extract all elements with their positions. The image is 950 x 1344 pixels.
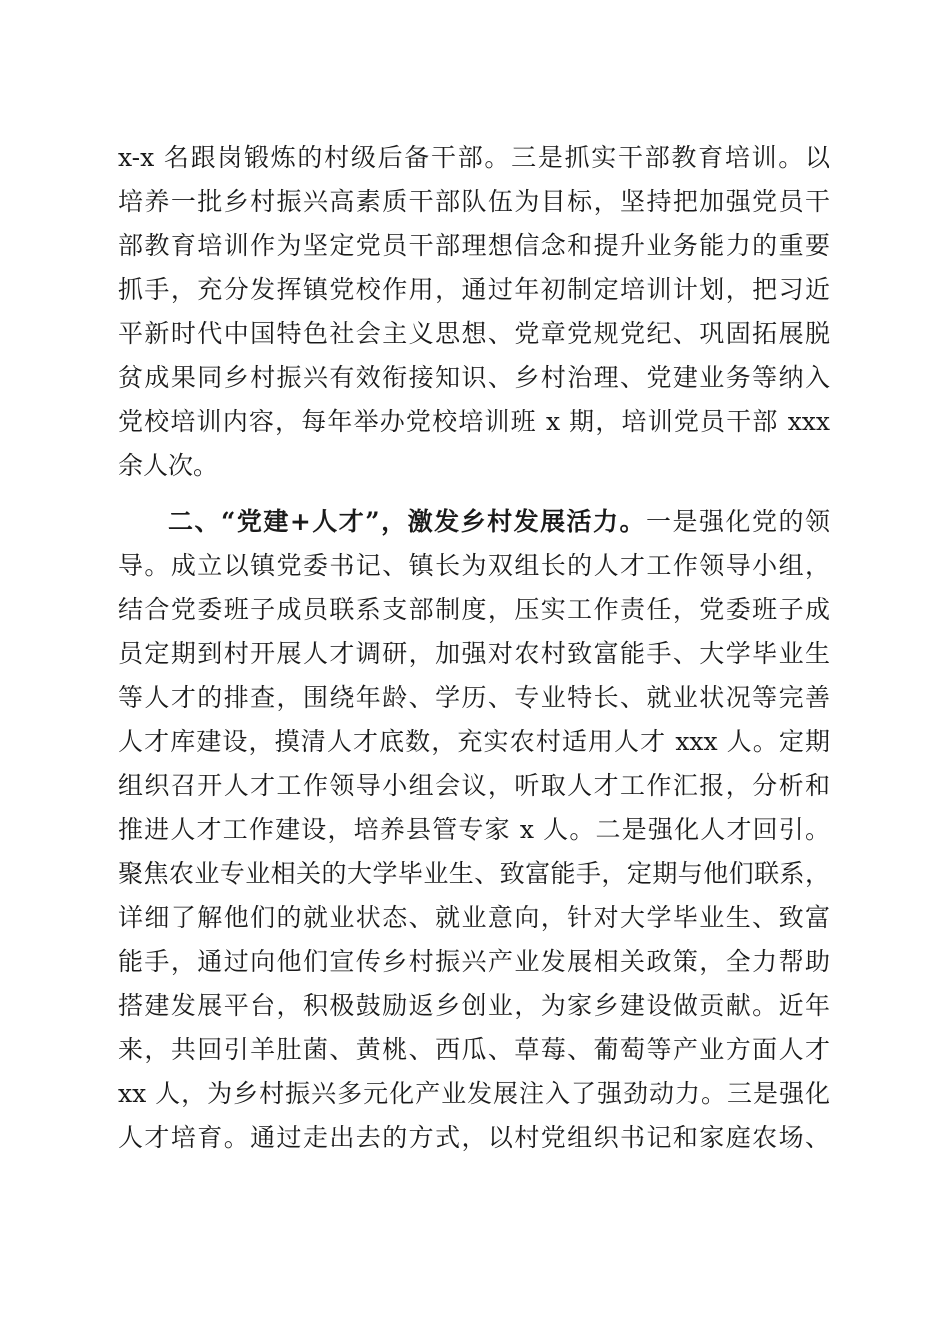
paragraph-2-line-15: 人才培育。通过走出去的方式，以村党组织书记和家庭农场、 xyxy=(118,1123,830,1152)
paragraph-2-line-4: 员定期到村开展人才调研，加强对农村致富能手、大学毕业生 xyxy=(118,639,830,668)
paragraph-2-line-10: 详细了解他们的就业状态、就业意向，针对大学毕业生、致富 xyxy=(118,903,830,932)
paragraph-2-line-8: 推进人才工作建设，培养县管专家 x 人。二是强化人才回引。 xyxy=(118,815,830,844)
paragraph-1-line-1: x-x 名跟岗锻炼的村级后备干部。三是抓实干部教育培训。以 xyxy=(118,143,830,172)
paragraph-2-line-14: xx 人，为乡村振兴多元化产业发展注入了强劲动力。三是强化 xyxy=(118,1079,830,1108)
paragraph-1-line-8: 余人次。 xyxy=(118,451,219,480)
paragraph-2-line-13: 来，共回引羊肚菌、黄桃、西瓜、草莓、葡萄等产业方面人才 xyxy=(118,1035,830,1064)
paragraph-2-line-12: 搭建发展平台，积极鼓励返乡创业，为家乡建设做贡献。近年 xyxy=(118,991,830,1020)
paragraph-1-line-5: 平新时代中国特色社会主义思想、党章党规党纪、巩固拓展脱 xyxy=(118,319,830,348)
paragraph-1-line-3: 部教育培训作为坚定党员干部理想信念和提升业务能力的重要 xyxy=(118,231,830,260)
paragraph-2-line-5: 等人才的排查，围绕年龄、学历、专业特长、就业状况等完善 xyxy=(118,683,830,712)
section-heading: 二、“党建+人才”，激发乡村发展活力。 xyxy=(168,507,647,536)
paragraph-2-line-11: 能手，通过向他们宣传乡村振兴产业发展相关政策，全力帮助 xyxy=(118,947,830,976)
paragraph-2-line-7: 组织召开人才工作领导小组会议，听取人才工作汇报，分析和 xyxy=(118,771,830,800)
paragraph-2-line-1-rest: 一是强化党的领 xyxy=(646,507,830,536)
paragraph-2-line-9: 聚焦农业专业相关的大学毕业生、致富能手，定期与他们联系， xyxy=(118,859,830,888)
paragraph-1-line-2: 培养一批乡村振兴高素质干部队伍为目标，坚持把加强党员干 xyxy=(118,187,830,216)
paragraph-2-line-1 xyxy=(168,500,830,544)
paragraph-2-line-3: 结合党委班子成员联系支部制度，压实工作责任，党委班子成 xyxy=(118,595,830,624)
paragraph-1-line-6: 贫成果同乡村振兴有效衔接知识、乡村治理、党建业务等纳入 xyxy=(118,363,830,392)
paragraph-1-line-4: 抓手，充分发挥镇党校作用，通过年初制定培训计划，把习近 xyxy=(118,275,830,304)
paragraph-2-line-2: 导。成立以镇党委书记、镇长为双组长的人才工作领导小组， xyxy=(118,551,830,580)
paragraph-1-line-7: 党校培训内容，每年举办党校培训班 x 期，培训党员干部 xxx xyxy=(118,407,830,436)
paragraph-2-line-6: 人才库建设，摸清人才底数，充实农村适用人才 xxx 人。定期 xyxy=(118,727,830,756)
